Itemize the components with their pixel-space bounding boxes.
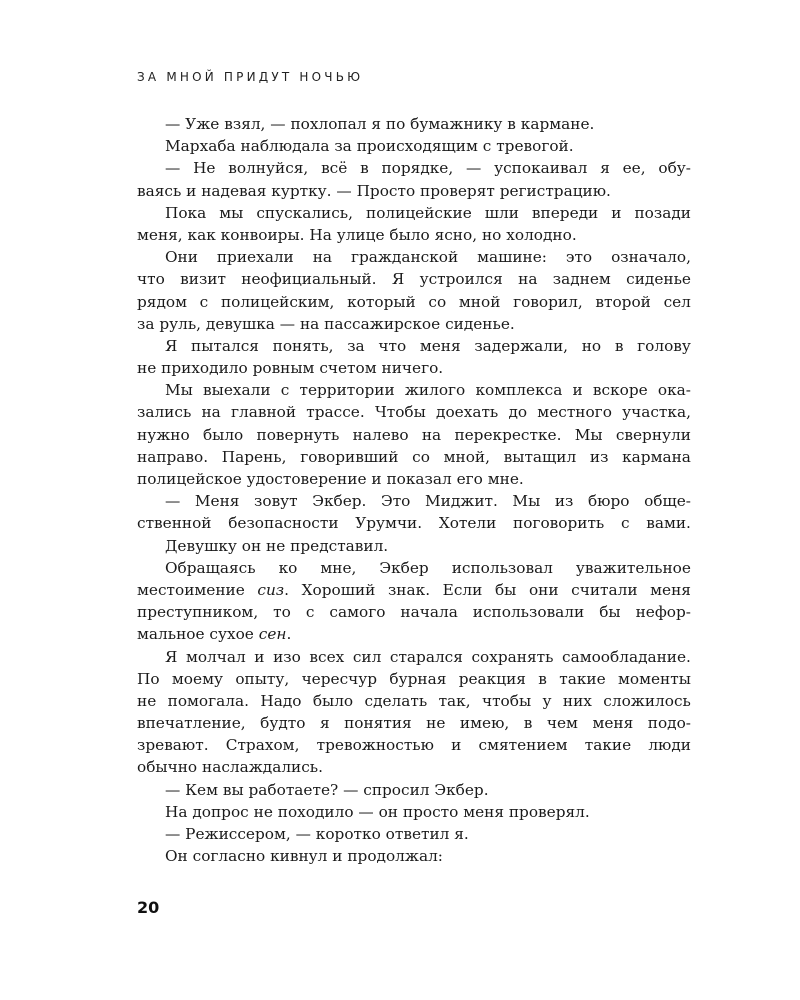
text-line: рядом с полицейским, который со мной говорил, второй сел: [137, 292, 691, 311]
text-line: — Не волнуйся, всё в порядке, — успокаивал я ее, обу-: [165, 159, 691, 178]
text-line: Девушку он не представил.: [165, 536, 389, 555]
text-line: Обращаясь ко мне, Экбер использовал уважительное: [165, 558, 691, 577]
text-line: полицейское удостоверение и показал его мне.: [137, 470, 524, 488]
text-line: Они приехали на гражданской машине: это означало,: [165, 248, 691, 267]
text-line: зались на главной трассе. Чтобы доехать до местного участка,: [137, 403, 691, 422]
text-line: местоимение сиз. Хороший знак. Если бы они считали меня: [137, 580, 691, 599]
text-line: меня, как конвоиры. На улице было ясно, но холодно.: [137, 225, 577, 244]
text-line: — Уже взял, — похлопал я по бумажнику в кармане.: [165, 115, 595, 133]
text-line: ваясь и надевая куртку. — Просто проверят регистрацию.: [137, 181, 611, 200]
text-line: — Меня зовут Экбер. Это Миджит. Мы из бюро обще-: [165, 492, 691, 511]
text-line: не помогала. Надо было сделать так, чтобы у них сложилось: [137, 691, 691, 710]
text-line: Он согласно кивнул и продолжал:: [165, 847, 443, 866]
text-line: — Режиссером, — коротко ответил я.: [165, 825, 469, 843]
text-line: нужно было повернуть налево на перекрестке. Мы свернули: [137, 425, 691, 444]
text-line: ственной безопасности Урумчи. Хотели поговорить с вами.: [137, 514, 691, 533]
text-line: Мы выехали с территории жилого комплекса и вскоре ока-: [165, 381, 691, 400]
text-line: направо. Парень, говоривший со мной, вытащил из кармана: [137, 447, 691, 466]
text-line: преступником, то с самого начала использовали бы нефор-: [137, 603, 691, 622]
text-line: Я пытался понять, за что меня задержали, но в голову: [165, 336, 691, 355]
text-line: — Кем вы работаете? — спросил Экбер.: [165, 780, 489, 799]
text-line: обычно наслаждались.: [137, 758, 324, 777]
body-text: [137, 113, 691, 867]
text-line: мальное сухое сен.: [137, 625, 292, 644]
text-line: зревают. Страхом, тревожностью и смятением такие люди: [137, 736, 691, 755]
text-line: за руль, девушка — на пассажирское сиденье.: [137, 314, 515, 333]
text-line: впечатление, будто я понятия не имею, в чем меня подо-: [137, 714, 691, 733]
running-title: ЗА МНОЙ ПРИДУТ НОЧЬЮ: [137, 70, 364, 84]
text-line: Мархаба наблюдала за происходящим с тревогой.: [165, 137, 574, 156]
text-line: Я молчал и изо всех сил старался сохранять самообладание.: [165, 647, 691, 666]
text-line: По моему опыту, чересчур бурная реакция в такие моменты: [137, 669, 691, 688]
text-line: Пока мы спускались, полицейские шли впереди и позади: [165, 203, 691, 222]
text-line: На допрос не походило — он просто меня проверял.: [165, 802, 590, 821]
page-number: 20: [137, 898, 160, 917]
text-line: что визит неофициальный. Я устроился на заднем сиденье: [137, 270, 691, 289]
text-line: не приходило ровным счетом ничего.: [137, 359, 444, 378]
